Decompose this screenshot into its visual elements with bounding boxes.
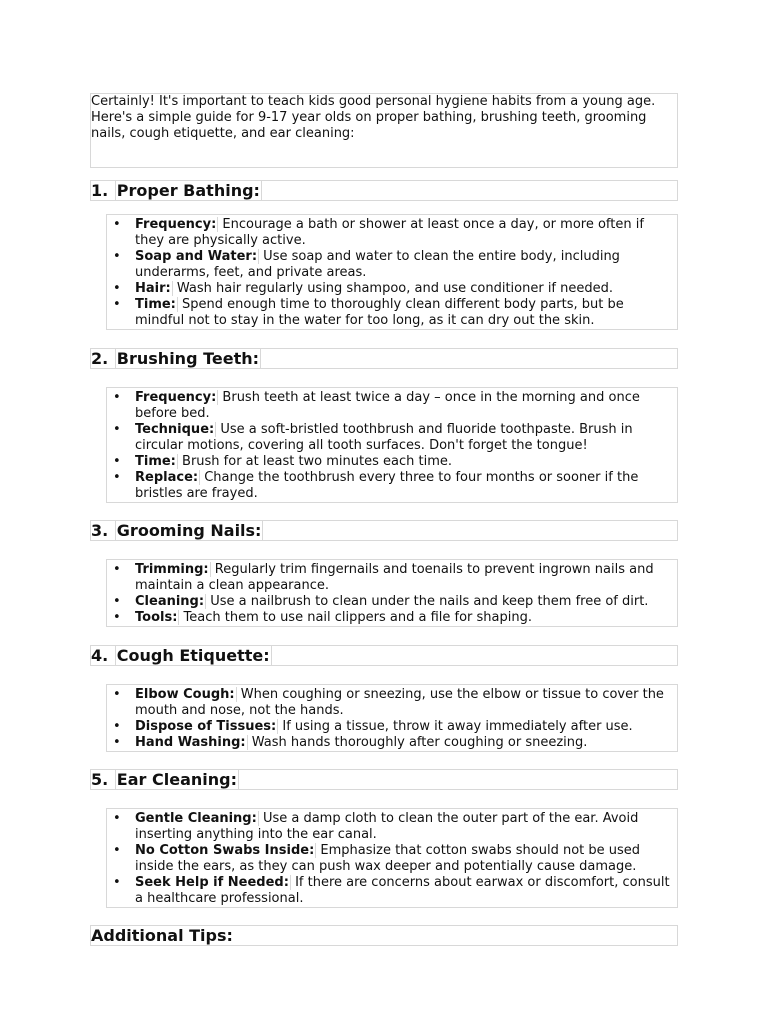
section-title: Brushing Teeth:: [116, 349, 260, 368]
item-text: Use soap and water to clean the entire body, including underarms, feet, and private areas.: [135, 249, 620, 280]
list-item: [135, 281, 677, 297]
bathing-list: [106, 214, 678, 330]
section-heading-ear-cleaning: [90, 769, 678, 790]
section-heading-proper-bathing: [90, 180, 678, 201]
item-text: Regularly trim fingernails and toenails to prevent ingrown nails and maintain a clean appearance.: [135, 562, 654, 593]
list-item: [135, 390, 677, 422]
item-text: Emphasize that cotton swabs should not be used inside the ears, as they can push wax deeper and potentially cause damage.: [135, 843, 641, 874]
item-text: Wash hair regularly using shampoo, and use conditioner if needed.: [172, 281, 614, 296]
list-item: [135, 217, 677, 249]
item-term: Replace:: [135, 470, 199, 485]
item-text: If there are concerns about earwax or discomfort, consult a healthcare professional.: [135, 875, 670, 906]
item-term: Soap and Water:: [135, 249, 258, 264]
list-item: [135, 454, 677, 470]
list-item: [135, 735, 677, 751]
list-item: [135, 811, 677, 843]
section-title: Grooming Nails:: [116, 521, 262, 540]
item-term: Frequency:: [135, 390, 217, 405]
item-term: Tools:: [135, 610, 178, 625]
section-title: Cough Etiquette:: [116, 646, 270, 665]
item-term: Hand Washing:: [135, 735, 246, 750]
list-item: [135, 843, 677, 875]
item-text: Teach them to use nail clippers and a file for shaping.: [179, 610, 532, 625]
list-item: [135, 297, 677, 329]
item-term: No Cotton Swabs Inside:: [135, 843, 315, 858]
item-term: Trimming:: [135, 562, 209, 577]
item-text: Encourage a bath or shower at least once a day, or more often if they are physically active.: [135, 217, 644, 248]
section-number: 2.: [91, 349, 109, 368]
item-text: Use a soft-bristled toothbrush and fluoride toothpaste. Brush in circular motions, covering all tooth surfaces. Don't forget the tongue!: [135, 422, 633, 453]
item-text: Use a nailbrush to clean under the nails and keep them free of dirt.: [206, 594, 649, 609]
brushing-list: [106, 387, 678, 503]
list-item: [135, 719, 677, 735]
list-item: [135, 422, 677, 454]
item-term: Hair:: [135, 281, 171, 296]
item-text: Brush teeth at least twice a day – once in the morning and once before bed.: [135, 390, 640, 421]
nails-list: [106, 559, 678, 627]
item-term: Time:: [135, 454, 176, 469]
list-item: [135, 594, 677, 610]
section-heading-grooming-nails: [90, 520, 678, 541]
item-text: When coughing or sneezing, use the elbow or tissue to cover the mouth and nose, not the hands.: [135, 687, 664, 718]
item-text: Use a damp cloth to clean the outer part of the ear. Avoid inserting anything into the ear canal.: [135, 811, 639, 842]
item-term: Dispose of Tissues:: [135, 719, 277, 734]
list-item: [135, 249, 677, 281]
item-term: Frequency:: [135, 217, 217, 232]
list-item: [135, 562, 677, 594]
list-item: [135, 687, 677, 719]
section-title: Proper Bathing:: [116, 181, 260, 200]
item-term: Seek Help if Needed:: [135, 875, 289, 890]
cough-list: [106, 684, 678, 752]
section-number: 5.: [91, 770, 109, 789]
list-item: [135, 470, 677, 502]
item-term: Elbow Cough:: [135, 687, 235, 702]
item-text: If using a tissue, throw it away immediately after use.: [278, 719, 633, 734]
intro-paragraph: Certainly! It's important to teach kids good personal hygiene habits from a young age. Here's a simple guide for 9-17 year olds on proper bathing, brushing teeth, grooming nails, cough etiquette, and ear cleaning:: [90, 93, 678, 168]
ear-list: [106, 808, 678, 908]
additional-tips-heading: Additional Tips:: [90, 925, 678, 946]
section-number: 1.: [91, 181, 109, 200]
item-term: Gentle Cleaning:: [135, 811, 257, 826]
item-term: Technique:: [135, 422, 215, 437]
section-heading-cough-etiquette: [90, 645, 678, 666]
document-body: [90, 93, 678, 946]
section-title: Ear Cleaning:: [116, 770, 237, 789]
item-term: Time:: [135, 297, 176, 312]
section-heading-brushing-teeth: [90, 348, 678, 369]
item-text: Brush for at least two minutes each time.: [177, 454, 453, 469]
item-text: Change the toothbrush every three to four months or sooner if the bristles are frayed.: [135, 470, 639, 501]
list-item: [135, 875, 677, 907]
item-text: Wash hands thoroughly after coughing or sneezing.: [247, 735, 588, 750]
item-text: Spend enough time to thoroughly clean different body parts, but be mindful not to stay in the water for too long, as it can dry out the skin.: [135, 297, 624, 328]
section-number: 3.: [91, 521, 109, 540]
item-term: Cleaning:: [135, 594, 205, 609]
section-number: 4.: [91, 646, 109, 665]
list-item: [135, 610, 677, 626]
